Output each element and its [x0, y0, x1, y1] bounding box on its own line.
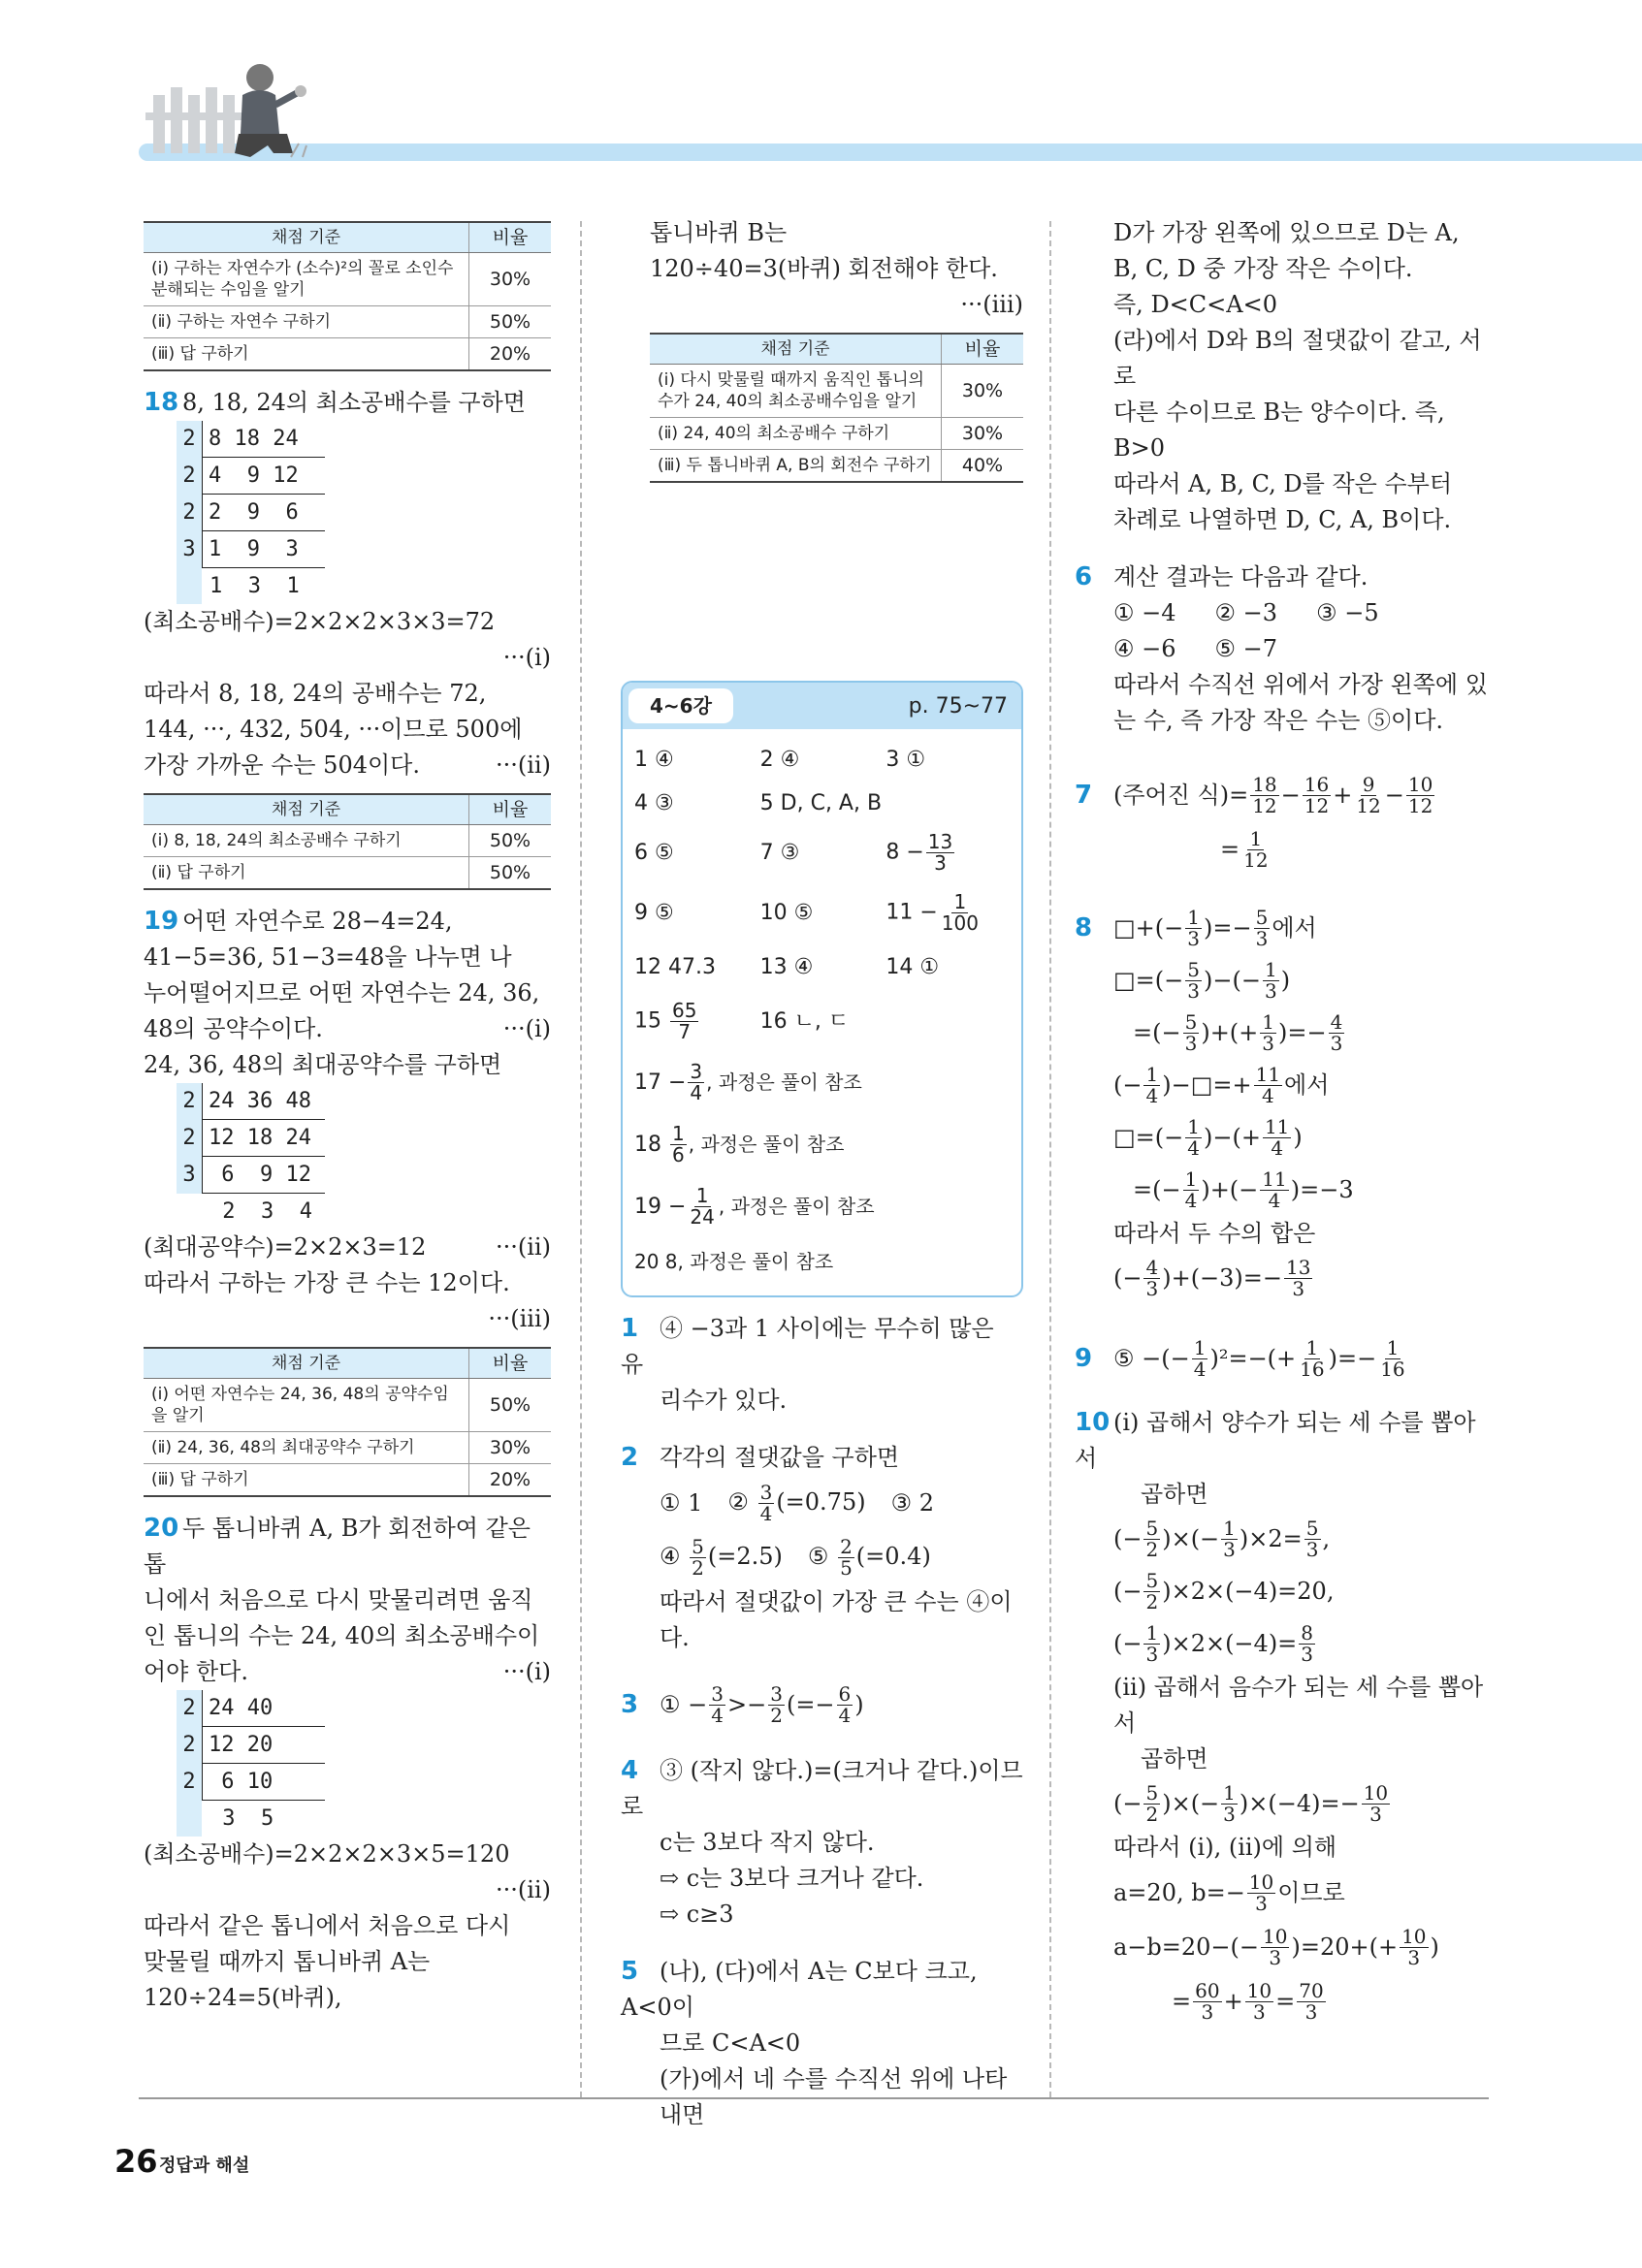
solution-9: 9 ⑤ −(− $\frac{1}{4}$ )²=−(+ $\frac{1}{16}$ )=− $\frac{1}{16}$: [1075, 1335, 1405, 1381]
solution-5: 5 (나), (다)에서 A는 C보다 크고, A<0이 므로 C<A<0 (가)에서 네 수를 수직선 위에 나타내면: [621, 1957, 1008, 2128]
solution-7: 7 (주어진 식)= $\frac{18}{12}$ − $\frac{16}{12}$ + $\frac{9}{12}$ − $\frac{10}{12}$ = $\frac{1}{12}$: [1075, 772, 1433, 872]
answer-key-box: 4~6강 p. 75~77 1 ④ 2 ④ 3 ① 4 ③ 5 D, C, A, B 6 ⑤ 7 ③ 8 − $\frac{13}{3}$ 9 ⑤ 10 ⑤ 11 − $\frac{1}{100}$ 12 47.3 13 ④ 14 ① 15 $\frac{65}{7}$ 16 ㄴ, ㄷ 17 − $\frac{3}{4}$ , 과정은 풀이 참조 18 $\frac{1}{6}$ , 과정은 풀이 참조 19 − $\frac{1}{24}$ , 과정은 풀이 참조 20 8, 과정은 풀이 참조: [621, 681, 1023, 1297]
fraction: $\frac{1}{6}$: [672, 1121, 685, 1166]
column-2: 톱니바퀴 B는 120÷40=3(바퀴) 회전해야 한다. ···(ⅲ) 채점 기준 비율 (ⅰ) 다시 맞물릴 때까지 움직인 톱니의 수가 24, 40의 최소공배수임을 알기 30% (ⅱ) 24, 40의 최소공배수 구하기 30% (ⅲ) 두 톱니바퀴 A, B의 회전수 구하기 40% 4~6강 p. 75~77 1 ④ 2 ④ 3 ① 4 ③ 5 D, C, A, B 6 ⑤ 7 ③ 8 − $\frac{13}{3}$ 9 ⑤ 10 ⑤ 11 − $\frac{1}{100}$ 12 47.3 13 ④ 14 ① 15 $\frac{65}{7}$ 16 ㄴ, ㄷ 17 − $\frac{3}{4}$ , 과정은 풀이 참조 18 $\frac{1}{6}$ , 과정은 풀이 참조 19 − $\frac{1}{24}$ , 과정은 풀이 참조 20 8, 과정은 풀이 참조 1 ④ −3과 1 사이에는 무수히 많은 유 리수가 있다. 2 각각의 절댓값을 구하면 ① 1 ② $\frac{3}{4}$ (=0.75) ③ 2 ④ $\frac{5}{2}$ (=2.5) ⑤ $\frac{2}{5}$ (=0.4) 따라서 절댓값이 가장 큰 수는 ④이다. 3 ① − $\frac{3}{4}$ >− $\frac{3}{2}$ (=− $\frac{6}{4}$ ) 4 ③ (작지 않다.)=(크거나 같다.)이므로 c는 3보다 작지 않다. ⇨ c는 3보다 크거나 같다. ⇨ c≥3 5 (나), (다)에서 A는 C보다 크고, A<0이 므로 C<A<0 (가)에서 네 수를 수직선 위에 나타내면: [621, 215, 1023, 2133]
page-range: p. 75~77: [908, 693, 1008, 719]
division-ladder: 2 24 36 48 2 12 18 24 3 6 9 12 2 3 4: [177, 1083, 551, 1230]
grading-table: 채점 기준 비율 (ⅰ) 다시 맞물릴 때까지 움직인 톱니의 수가 24, 40의 최소공배수임을 알기 30% (ⅱ) 24, 40의 최소공배수 구하기 30% (ⅲ) 두 톱니바퀴 A, B의 회전수 구하기 40%: [650, 333, 1023, 483]
grading-table: 채점 기준 비율 (ⅰ) 8, 18, 24의 최소공배수 구하기 50% (ⅱ) 답 구하기 50%: [144, 793, 551, 890]
solution-1: 1 ④ −3과 1 사이에는 무수히 많은 유 리수가 있다.: [621, 1314, 994, 1414]
solution-8: 8 □+(− $\frac{1}{3}$ )=− $\frac{5}{3}$ 에서 □=(− $\frac{5}{3}$ )−(− $\frac{1}{3}$ ) =(− $\frac{5}{3}$ )+(+ $\frac{1}{3}$ )=− $\frac{4}{3}$ (− $\frac{1}{4}$ )−□=+ $\frac{11}{4}$ 에서 □=(− $\frac{1}{4}$ )−(+ $\frac{11}{4}$ ) =(− $\frac{1}{4}$ )+(− $\frac{11}{4}$ )=−3 따라서 두 수의 합은 (− $\frac{4}{3}$ )+(−3)=− $\frac{13}{3}$: [1075, 905, 1354, 1300]
page-number: 26: [114, 2143, 158, 2180]
lesson-tag: 4~6강: [628, 688, 733, 723]
solution-18: 18 8, 18, 24의 최소공배수를 구하면 2 8 18 24 2 4 9 12 2 2 9 6 3 1 9 3 1 3 1 (최소공배수)=2×2×2×3×3=72 ···(ⅰ) 따라서 8, 18, 24의 공배수는 72, 144, ···, 432, 504, ···이므로 500에 가장 가까운 수는 504이다. ···(ⅱ): [144, 388, 551, 779]
fraction: $\frac{1}{24}$: [690, 1183, 715, 1229]
column-3: D가 가장 왼쪽에 있으므로 D는 A, B, C, D 중 가장 작은 수이다. 즉, D<C<A<0 (라)에서 D와 B의 절댓값이 같고, 서로 다른 수이므로 B는 양수이다. 즉, B>0 따라서 A, B, C, D를 작은 수부터 차례로 나열하면 D, C, A, B이다. 6 계산 결과는 다음과 같다. ① −4 ② −3 ③ −5 ④ −6 ⑤ −7 따라서 수직선 위에서 가장 왼쪽에 있 는 수, 즉 가장 작은 수는 ⑤이다. 7 (주어진 식)= $\frac{18}{12}$ − $\frac{16}{12}$ + $\frac{9}{12}$ − $\frac{10}{12}$ = $\frac{1}{12}$ 8 □+(− $\frac{1}{3}$ )=− $\frac{5}{3}$ 에서 □=(− $\frac{5}{3}$ )−(− $\frac{1}{3}$ ) =(− $\frac{5}{3}$ )+(+ $\frac{1}{3}$ )=− $\frac{4}{3}$ (− $\frac{1}{4}$ )−□=+ $\frac{11}{4}$ 에서 □=(− $\frac{1}{4}$ )−(+ $\frac{11}{4}$ ) =(− $\frac{1}{4}$ )+(− $\frac{11}{4}$ )=−3 따라서 두 수의 합은 (− $\frac{4}{3}$ )+(−3)=− $\frac{13}{3}$ 9 ⑤ −(− $\frac{1}{4}$ )²=−(+ $\frac{1}{16}$ )=− $\frac{1}{16}$ 10 (ⅰ) 곱해서 양수가 되는 세 수를 뽑아서 곱하면 (− $\frac{5}{2}$ )×(− $\frac{1}{3}$ )×2= $\frac{5}{3}$ , (− $\frac{5}{2}$ )×2×(−4)=20, (− $\frac{1}{3}$ )×2×(−4)= $\frac{8}{3}$ (ⅱ) 곱해서 음수가 되는 세 수를 뽑아서 곱하면 (− $\frac{5}{2}$ )×(− $\frac{1}{3}$ )×(−4)=− $\frac{10}{3}$ 따라서 (ⅰ), (ⅱ)에 의해 a=20, b=− $\frac{10}{3}$ 이므로 a−b=20−(− $\frac{10}{3}$ )=20+(+ $\frac{10}{3}$ ) = $\frac{60}{3}$ + $\frac{10}{3}$ = $\frac{70}{3}$: [1075, 215, 1492, 2028]
fraction: $\frac{3}{4}$: [711, 1681, 724, 1727]
fraction: $\frac{3}{4}$: [759, 1480, 773, 1525]
fraction: $\frac{6}{4}$: [838, 1681, 852, 1727]
fraction: $\frac{3}{4}$: [690, 1059, 703, 1104]
fraction: $\frac{2}{5}$: [840, 1534, 853, 1580]
solution-20: 20 두 톱니바퀴 A, B가 회전하여 같은 톱 니에서 처음으로 다시 맞물리려면 움직 인 톱니의 수는 24, 40의 최소공배수이 어야 한다. ···(ⅰ) 2 24 40 2 12 20 2 6 10 3 5 (최소공배수)=2×2×2×3×5=120 ···(ⅱ) 따라서 같은 톱니에서 처음으로 다시 맞물릴 때까지 톱니바퀴 A는 120÷24=5(바퀴),: [144, 1514, 551, 2011]
header-bar: [139, 144, 1642, 161]
column-1: [144, 215, 551, 2016]
gardener-illustration: [145, 56, 310, 165]
grading-table: 채점 기준 비율 (ⅰ) 구하는 자연수가 (소수)²의 꼴로 소인수분해되는 수임을 알기 30% (ⅱ) 구하는 자연수 구하기 50% (ⅲ) 답 구하기 20%: [144, 221, 551, 371]
fraction: $\frac{3}{2}$: [770, 1681, 783, 1727]
fraction: $\frac{1}{100}$: [941, 889, 979, 935]
footer-rule: [139, 2097, 1489, 2099]
fraction: $\frac{13}{3}$: [927, 829, 953, 875]
fraction: $\frac{65}{7}$: [672, 998, 697, 1043]
solution-2: 2 각각의 절댓값을 구하면 ① 1 ② $\frac{3}{4}$ (=0.75) ③ 2 ④ $\frac{5}{2}$ (=2.5) ⑤ $\frac{2}{5}$ (=0.4) 따라서 절댓값이 가장 큰 수는 ④이다.: [621, 1443, 1013, 1651]
solution-3: 3 ① − $\frac{3}{4}$ >− $\frac{3}{2}$ (=− $\frac{6}{4}$ ): [621, 1681, 864, 1727]
solution-4: 4 ③ (작지 않다.)=(크거나 같다.)이므로 c는 3보다 작지 않다. ⇨ c는 3보다 크거나 같다. ⇨ c≥3: [621, 1756, 1023, 1928]
column-divider: [580, 221, 582, 2097]
solution-19: 19 어떤 자연수로 28−4=24, 41−5=36, 51−3=48을 나누면 나 누어떨어지므로 어떤 자연수는 24, 36, 48의 공약수이다. ···(ⅰ) 24, 36, 48의 최대공약수를 구하면 2 24 36 48 2 12 18 24 3 6 9 12 2 3 4 (최대공약수)=2×2×3=12 ···(ⅱ) 따라서 구하는 가장 큰 수는 12이다. ···(ⅲ): [144, 907, 551, 1332]
division-ladder: 2 8 18 24 2 4 9 12 2 2 9 6 3 1 9 3 1 3 1: [177, 421, 551, 604]
grading-table: 채점 기준 비율 (ⅰ) 어떤 자연수는 24, 36, 48의 공약수임을 알기 50% (ⅱ) 24, 36, 48의 최대공약수 구하기 30% (ⅲ) 답 구하기 20%: [144, 1347, 551, 1497]
solution-6: 6 계산 결과는 다음과 같다. ① −4 ② −3 ③ −5 ④ −6 ⑤ −7 따라서 수직선 위에서 가장 왼쪽에 있 는 수, 즉 가장 작은 수는 ⑤이다.: [1075, 562, 1488, 734]
page-label: 정답과 해설: [159, 2156, 250, 2176]
solution-10: 10 (ⅰ) 곱해서 양수가 되는 세 수를 뽑아서 곱하면 (− $\frac{5}{2}$ )×(− $\frac{1}{3}$ )×2= $\frac{5}{3}$ , (− $\frac{5}{2}$ )×2×(−4)=20, (− $\frac{1}{3}$ )×2×(−4)= $\frac{8}{3}$ (ⅱ) 곱해서 음수가 되는 세 수를 뽑아서 곱하면 (− $\frac{5}{2}$ )×(− $\frac{1}{3}$ )×(−4)=− $\frac{10}{3}$ 따라서 (ⅰ), (ⅱ)에 의해 a=20, b=− $\frac{10}{3}$ 이므로 a−b=20−(− $\frac{10}{3}$ )=20+(+ $\frac{10}{3}$ ) = $\frac{60}{3}$ + $\frac{10}{3}$ = $\frac{70}{3}$: [1075, 1408, 1484, 2024]
column-divider: [1049, 221, 1051, 2097]
fraction: $\frac{5}{2}$: [692, 1534, 704, 1580]
division-ladder: 2 24 40 2 12 20 2 6 10 3 5: [177, 1690, 551, 1837]
